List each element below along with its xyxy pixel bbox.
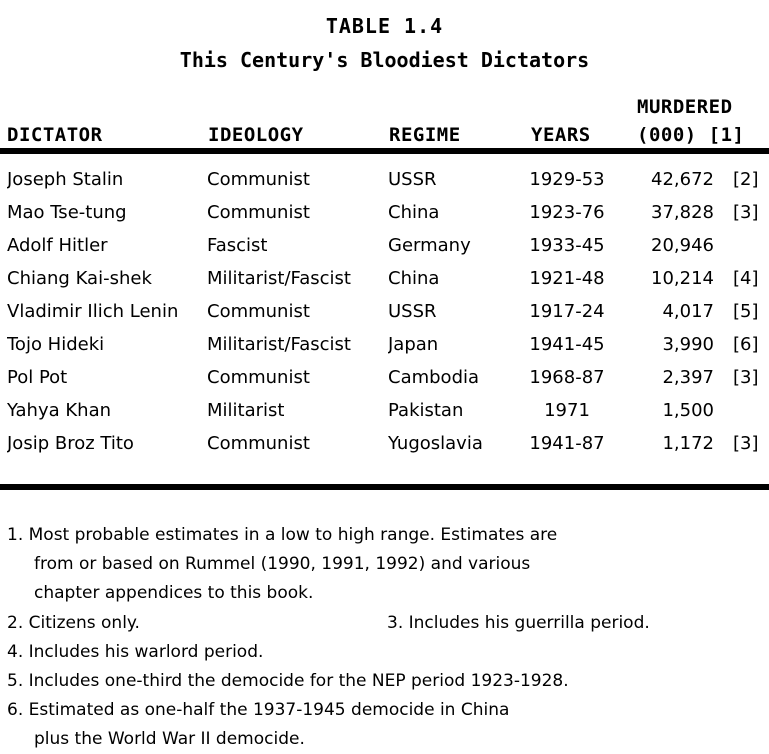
- table-row: [0, 196, 769, 229]
- footnote-3: 3. Includes his guerrilla period.: [387, 613, 650, 633]
- footnote-6-continued: plus the World War II democide.: [34, 729, 305, 749]
- murdered-cell: 1,500: [662, 400, 714, 421]
- years-cell: 1921-48: [529, 268, 605, 289]
- ideology-cell: Militarist/Fascist: [207, 268, 351, 289]
- regime-cell: Germany: [388, 235, 471, 256]
- footnote-ref: [4]: [733, 268, 759, 289]
- table-row: [0, 295, 769, 328]
- regime-cell: USSR: [388, 169, 437, 190]
- footnote-ref: [5]: [733, 301, 759, 322]
- footnote-1-continued: chapter appendices to this book.: [34, 583, 314, 603]
- years-cell: 1941-45: [529, 334, 605, 355]
- years-cell: 1923-76: [529, 202, 605, 223]
- ideology-cell: Communist: [207, 367, 310, 388]
- regime-cell: Yugoslavia: [388, 433, 483, 454]
- table-bottom-divider: [0, 484, 769, 490]
- table-row: [0, 427, 769, 460]
- murdered-cell: 10,214: [651, 268, 714, 289]
- ideology-cell: Communist: [207, 301, 310, 322]
- years-cell: 1917-24: [529, 301, 605, 322]
- table-number: TABLE 1.4: [325, 14, 444, 38]
- table-row: [0, 361, 769, 394]
- murdered-cell: 2,397: [662, 367, 714, 388]
- years-cell: 1933-45: [529, 235, 605, 256]
- dictator-name: Yahya Khan: [7, 400, 112, 421]
- footnote-4: 4. Includes his warlord period.: [7, 642, 264, 662]
- dictator-name: Chiang Kai-shek: [7, 268, 152, 289]
- years-cell: 1941-87: [529, 433, 605, 454]
- table-title: This Century's Bloodiest Dictators: [179, 48, 590, 72]
- dictator-name: Mao Tse-tung: [7, 202, 127, 223]
- ideology-cell: Militarist/Fascist: [207, 334, 351, 355]
- header-ideology: IDEOLOGY: [208, 124, 304, 146]
- murdered-cell: 37,828: [651, 202, 714, 223]
- dictator-name: Josip Broz Tito: [7, 433, 134, 454]
- footnote-2: 2. Citizens only.: [7, 613, 140, 633]
- murdered-cell: 4,017: [662, 301, 714, 322]
- years-cell: 1968-87: [529, 367, 605, 388]
- ideology-cell: Militarist: [207, 400, 285, 421]
- footnote-ref: [3]: [733, 433, 759, 454]
- dictator-name: Pol Pot: [7, 367, 68, 388]
- header-divider: [0, 148, 769, 154]
- ideology-cell: Communist: [207, 202, 310, 223]
- regime-cell: China: [388, 202, 440, 223]
- footnote-1: 1. Most probable estimates in a low to high range. Estimates are: [7, 525, 558, 545]
- header-dictator: DICTATOR: [7, 124, 103, 146]
- header-years: YEARS: [531, 124, 591, 146]
- footnote-ref: [3]: [733, 367, 759, 388]
- ideology-cell: Fascist: [207, 235, 268, 256]
- footnote-6: 6. Estimated as one-half the 1937-1945 democide in China: [7, 700, 510, 720]
- footnote-5: 5. Includes one-third the democide for the NEP period 1923-1928.: [7, 671, 569, 691]
- footnote-ref: [6]: [733, 334, 759, 355]
- regime-cell: China: [388, 268, 440, 289]
- murdered-cell: 1,172: [662, 433, 714, 454]
- header-murdered-units: (000) [1]: [637, 124, 745, 146]
- dictator-name: Tojo Hideki: [7, 334, 105, 355]
- regime-cell: Pakistan: [388, 400, 464, 421]
- footnote-1-continued: from or based on Rummel (1990, 1991, 1992) and various: [34, 554, 531, 574]
- dictator-name: Joseph Stalin: [7, 169, 124, 190]
- murdered-cell: 42,672: [651, 169, 714, 190]
- ideology-cell: Communist: [207, 433, 310, 454]
- header-regime: REGIME: [389, 124, 461, 146]
- regime-cell: Japan: [388, 334, 439, 355]
- table-row: [0, 328, 769, 361]
- table-row: [0, 229, 769, 262]
- footnote-ref: [3]: [733, 202, 759, 223]
- murdered-cell: 20,946: [651, 235, 714, 256]
- years-cell: 1929-53: [529, 169, 605, 190]
- years-cell: 1971: [544, 400, 590, 421]
- table-row: [0, 163, 769, 196]
- header-murdered: MURDERED: [637, 96, 733, 118]
- table-row: [0, 262, 769, 295]
- regime-cell: USSR: [388, 301, 437, 322]
- table-row: [0, 394, 769, 427]
- dictator-name: Adolf Hitler: [7, 235, 108, 256]
- regime-cell: Cambodia: [388, 367, 480, 388]
- dictator-name: Vladimir Ilich Lenin: [7, 301, 179, 322]
- footnote-ref: [2]: [733, 169, 759, 190]
- murdered-cell: 3,990: [662, 334, 714, 355]
- ideology-cell: Communist: [207, 169, 310, 190]
